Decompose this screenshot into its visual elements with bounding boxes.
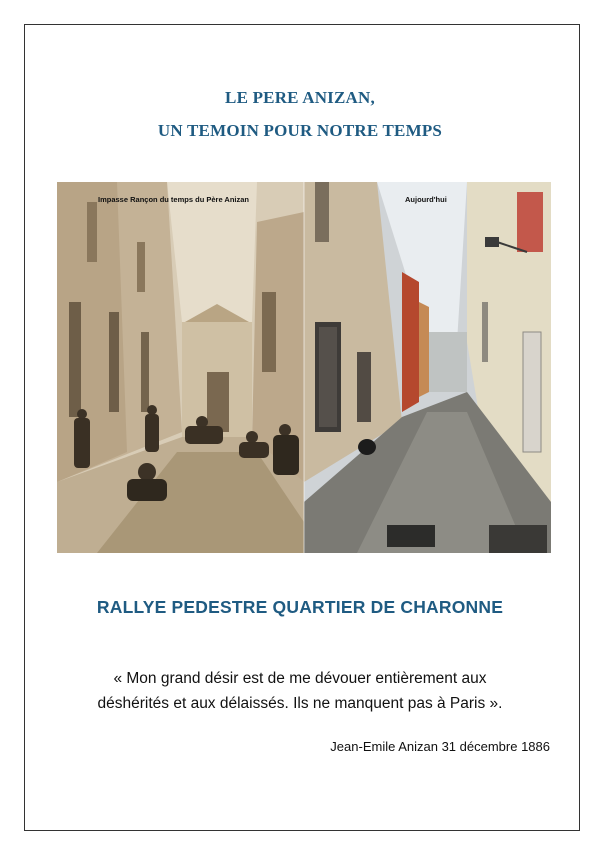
quote-signature: Jean-Emile Anizan 31 décembre 1886 [330,739,550,754]
quote-line-1: « Mon grand désir est de me dévouer entièrement aux [113,670,487,687]
page-title-line-1: LE PERE ANIZAN, [225,88,375,107]
comparison-photo [57,182,551,553]
photo-caption-left: Impasse Rançon du temps du Père Anizan [98,195,250,204]
historic-photo [57,182,304,553]
rally-title: RALLYE PEDESTRE QUARTIER DE CHARONNE [96,597,504,617]
modern-photo [304,182,551,553]
photo-caption-right: Aujourd'hui [405,195,447,204]
quote-line-2: déshérités et aux délaissés. Ils ne manquent pas à Paris ». [97,695,503,712]
page-title-line-2: UN TEMOIN POUR NOTRE TEMPS [157,121,443,140]
